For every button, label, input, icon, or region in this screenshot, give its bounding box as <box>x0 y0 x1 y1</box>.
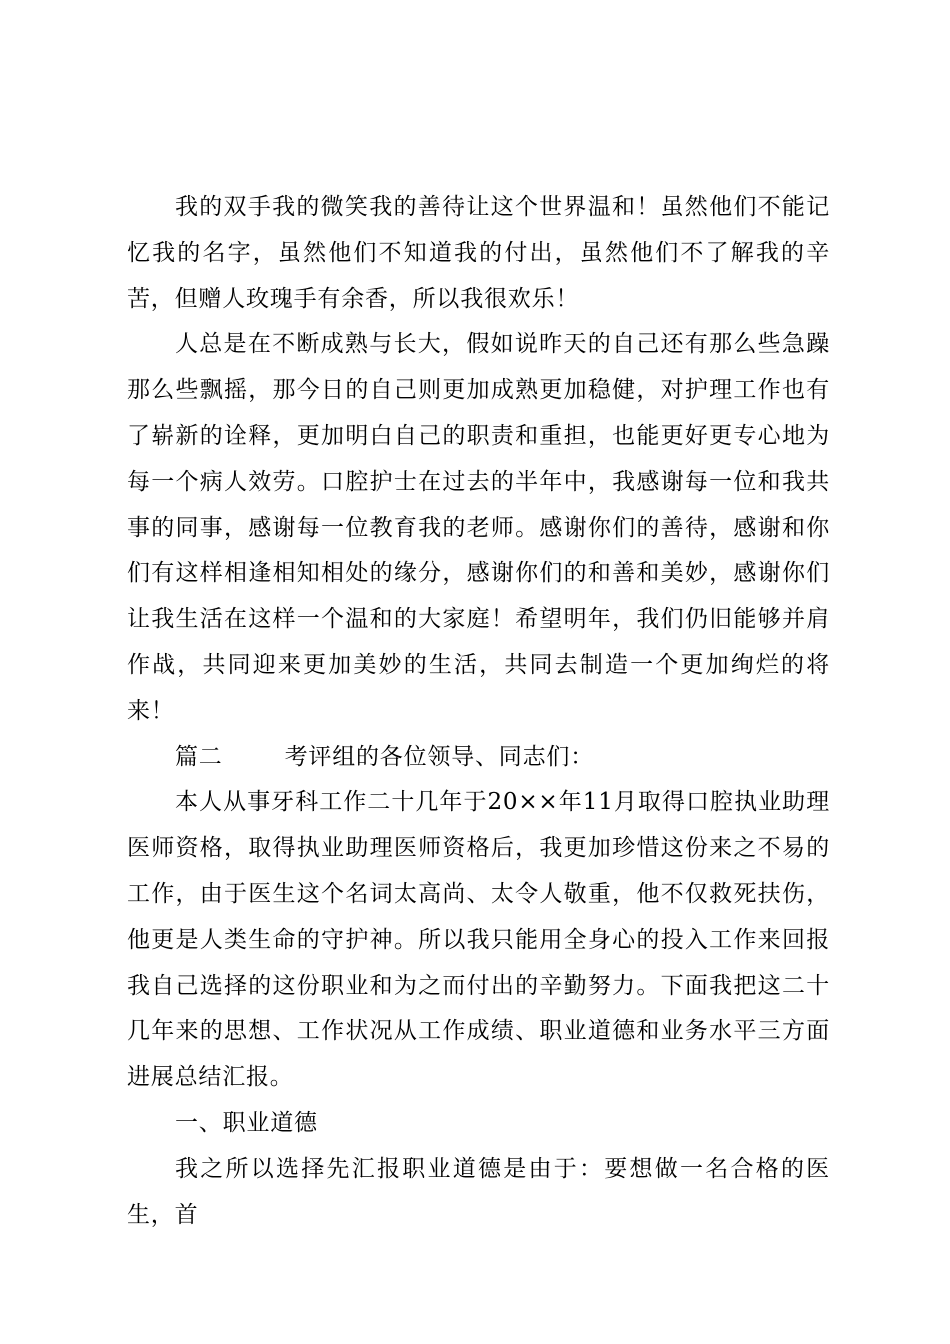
paragraph-1: 我的双手我的微笑我的善待让这个世界温和！虽然他们不能记忆我的名字，虽然他们不知道我的付出，虽然他们不了解我的辛苦，但赠人玫瑰手有余香，所以我很欢乐！ <box>127 194 830 312</box>
document-body <box>127 185 830 1238</box>
paragraph-2: 人总是在不断成熟与长大，假如说昨天的自己还有那么些急躁那么些飘摇，那今日的自己则更加成熟更加稳健，对护理工作也有了崭新的诠释，更加明白自己的职责和重担，也能更好更专心地为每一个病人效劳。口腔护士在过去的半年中，我感谢每一位和我共事的同事，感谢每一位教育我的老师。感谢你们的善待，感谢和你们有这样相逢相知相处的缘分，感谢你们的和善和美妙，感谢你们让我生活在这样一个温和的大家庭！希望明年，我们仍旧能够并肩作战，共同迎来更加美妙的生活，共同去制造一个更加绚烂的将来！ <box>127 331 830 724</box>
section-heading <box>127 735 830 781</box>
paragraph-3: 本人从事牙科工作二十几年于20××年11月取得口腔执业助理医师资格，取得执业助理医师资格后，我更加珍惜这份来之不易的工作，由于医生这个名词太高尚、太令人敬重，他不仅救死扶伤，他更是人类生命的守护神。所以我只能用全身心的投入工作来回报我自己选择的这份职业和为之而付出的辛勤努力。下面我把这二十几年来的思想、工作状况从工作成绩、职业道德和业务水平三方面进展总结汇报。 <box>127 789 830 1091</box>
paragraph-4: 我之所以选择先汇报职业道德是由于：要想做一名合格的医生，首 <box>127 1155 830 1228</box>
subheading-professional-ethics: 一、职业道德 <box>175 1109 318 1136</box>
section-label: 篇二 <box>175 743 223 770</box>
section-title: 考评组的各位领导、同志们： <box>284 743 595 770</box>
